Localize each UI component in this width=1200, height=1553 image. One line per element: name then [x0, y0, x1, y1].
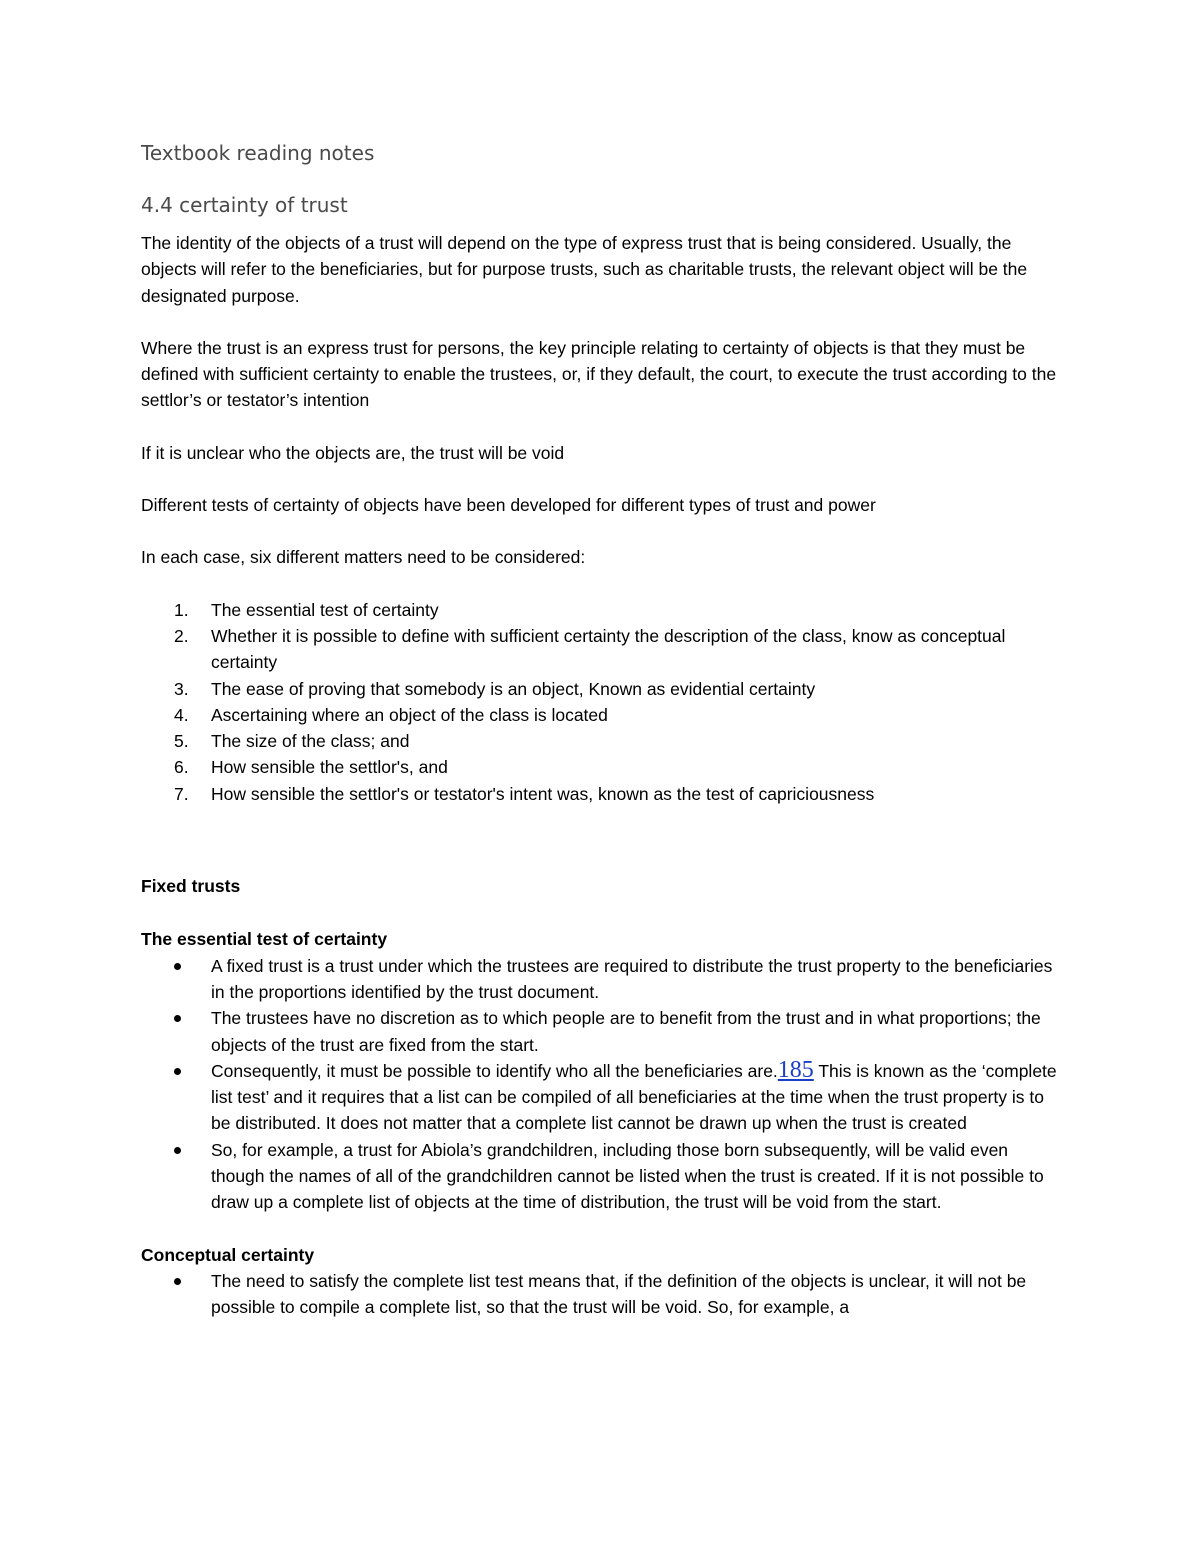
paragraph-void-if-unclear: If it is unclear who the objects are, the trust will be void: [141, 442, 565, 463]
paragraph-different-tests: Different tests of certainty of objects have been developed for different types of trust and power: [141, 495, 876, 516]
list-item: [141, 597, 1061, 623]
conceptual-certainty-bullets: [141, 1268, 1061, 1321]
list-number: 3.: [174, 678, 189, 699]
conceptual-certainty-heading: Conceptual certainty: [141, 1244, 315, 1265]
paragraph-objects-identity: The identity of the objects of a trust will depend on the type of express trust that is being considered. Usually, the objects will refer to the beneficiaries, but for purpose trusts, such as charitable trusts, the relevant object will be the designated purpose.: [141, 233, 1028, 306]
list-number: 7.: [174, 783, 189, 804]
bullet-item: [141, 1137, 1061, 1216]
bullet-icon: [174, 1147, 181, 1154]
bullet-icon: [174, 1015, 181, 1022]
bullet-text-before-link: Consequently, it must be possible to identify who all the beneficiaries are.: [211, 1060, 778, 1081]
list-item: [141, 728, 1061, 754]
list-item-text: Ascertaining where an object of the class is located: [211, 704, 608, 725]
bullet-text: The trustees have no discretion as to which people are to benefit from the trust and in what proportions; the objects of the trust are fixed from the start.: [211, 1008, 1041, 1055]
bullet-item: [141, 1005, 1061, 1058]
paragraph-key-principle: Where the trust is an express trust for persons, the key principle relating to certainty of objects is that they must be defined with sufficient certainty to enable the trustees, or, if they default, the court, to execute the trust according to the settlor’s or testator’s intention: [141, 337, 1057, 411]
bullet-item: [141, 1058, 1061, 1137]
list-item: [141, 781, 1061, 807]
fixed-trusts-heading: Fixed trusts: [141, 876, 241, 897]
document-page: [141, 138, 1061, 1347]
bullet-text: A fixed trust is a trust under which the trustees are required to distribute the trust property to the beneficiaries in the proportions identified by the trust document.: [211, 955, 1053, 1002]
list-item: [141, 676, 1061, 702]
list-number: 6.: [174, 757, 189, 778]
list-item-text: The size of the class; and: [211, 731, 410, 752]
bullet-item: [141, 953, 1061, 1006]
list-number: 1.: [174, 599, 189, 620]
list-item: [141, 623, 1061, 676]
paragraph-six-matters: In each case, six different matters need to be considered:: [141, 547, 586, 568]
list-item-text: How sensible the settlor's or testator's intent was, known as the test of capriciousness: [211, 783, 875, 804]
bullet-icon: [174, 963, 181, 970]
list-item-text: How sensible the settlor's, and: [211, 757, 448, 778]
essential-test-bullets: [141, 953, 1061, 1216]
list-item-text: Whether it is possible to define with sufficient certainty the description of the class, know as conceptual certainty: [211, 625, 1006, 673]
bullet-item: [141, 1268, 1061, 1321]
list-number: 4.: [174, 704, 189, 725]
matters-list: [141, 597, 1061, 807]
bullet-icon: [174, 1068, 181, 1075]
bullet-text: So, for example, a trust for Abiola’s grandchildren, including those born subsequently, will be valid even though the names of all of the grandchildren cannot be listed when the trust is created. If it is not possible to draw up a complete list of objects at the time of distribution, the trust will be void from the start.: [211, 1139, 1044, 1213]
essential-test-heading: The essential test of certainty: [141, 929, 388, 950]
list-number: 2.: [174, 625, 189, 646]
list-item: [141, 754, 1061, 780]
list-number: 5.: [174, 731, 189, 752]
list-item-text: The ease of proving that somebody is an object, Known as evidential certainty: [211, 678, 816, 699]
document-title: Textbook reading notes: [141, 141, 375, 165]
section-heading: 4.4 certainty of trust: [141, 193, 348, 217]
bullet-text-after-link: This is known as the ‘complete list test’ and it requires that a list can be compiled of all beneficiaries at the time when the trust property is to be distributed. It does not matter that a complete list cannot be drawn up when the trust is created: [211, 1060, 1057, 1134]
bullet-text: The need to satisfy the complete list test means that, if the definition of the objects is unclear, it will not be possible to compile a complete list, so that the trust will be void. So, for example, a: [211, 1270, 1027, 1318]
bullet-icon: [174, 1278, 181, 1285]
list-item: [141, 702, 1061, 728]
list-item-text: The essential test of certainty: [211, 599, 439, 620]
reference-link-185[interactable]: 185: [777, 1056, 814, 1083]
